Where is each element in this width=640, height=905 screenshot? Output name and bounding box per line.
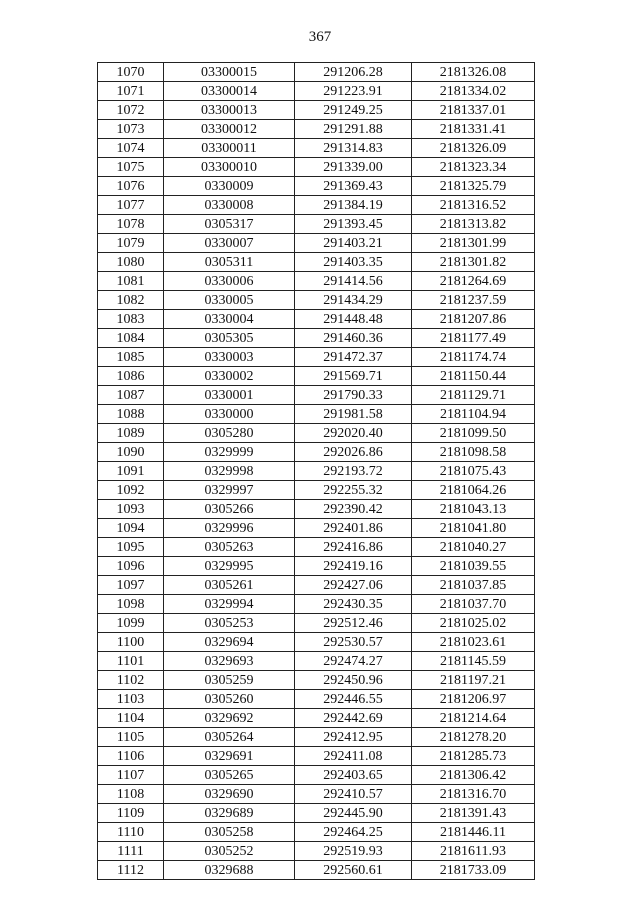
row-number-cell: 1109 <box>98 804 164 823</box>
point-id-cell: 0329691 <box>164 747 295 766</box>
row-number-cell: 1103 <box>98 690 164 709</box>
point-id-cell: 03300015 <box>164 63 295 82</box>
table-row <box>98 196 535 215</box>
x-coordinate-cell: 291448.48 <box>295 310 412 329</box>
x-coordinate-cell: 291981.58 <box>295 405 412 424</box>
y-coordinate-cell: 2181214.64 <box>412 709 535 728</box>
table-row <box>98 329 535 348</box>
row-number-cell: 1112 <box>98 861 164 880</box>
y-coordinate-cell: 2181733.09 <box>412 861 535 880</box>
x-coordinate-cell: 292419.16 <box>295 557 412 576</box>
y-coordinate-cell: 2181039.55 <box>412 557 535 576</box>
row-number-cell: 1111 <box>98 842 164 861</box>
point-id-cell: 0329998 <box>164 462 295 481</box>
y-coordinate-cell: 2181174.74 <box>412 348 535 367</box>
point-id-cell: 03300011 <box>164 139 295 158</box>
x-coordinate-cell: 292445.90 <box>295 804 412 823</box>
x-coordinate-cell: 292193.72 <box>295 462 412 481</box>
y-coordinate-cell: 2181150.44 <box>412 367 535 386</box>
point-id-cell: 0305260 <box>164 690 295 709</box>
table-row <box>98 633 535 652</box>
table-row <box>98 861 535 880</box>
point-id-cell: 0305252 <box>164 842 295 861</box>
row-number-cell: 1076 <box>98 177 164 196</box>
y-coordinate-cell: 2181611.93 <box>412 842 535 861</box>
point-id-cell: 0305263 <box>164 538 295 557</box>
y-coordinate-cell: 2181040.27 <box>412 538 535 557</box>
point-id-cell: 0305258 <box>164 823 295 842</box>
x-coordinate-cell: 292401.86 <box>295 519 412 538</box>
x-coordinate-cell: 292474.27 <box>295 652 412 671</box>
x-coordinate-cell: 291414.56 <box>295 272 412 291</box>
point-id-cell: 0330003 <box>164 348 295 367</box>
row-number-cell: 1101 <box>98 652 164 671</box>
y-coordinate-cell: 2181313.82 <box>412 215 535 234</box>
row-number-cell: 1081 <box>98 272 164 291</box>
point-id-cell: 0305311 <box>164 253 295 272</box>
row-number-cell: 1073 <box>98 120 164 139</box>
point-id-cell: 0330007 <box>164 234 295 253</box>
y-coordinate-cell: 2181337.01 <box>412 101 535 120</box>
table-row <box>98 652 535 671</box>
y-coordinate-cell: 2181197.21 <box>412 671 535 690</box>
row-number-cell: 1105 <box>98 728 164 747</box>
x-coordinate-cell: 292446.55 <box>295 690 412 709</box>
row-number-cell: 1098 <box>98 595 164 614</box>
point-id-cell: 0305265 <box>164 766 295 785</box>
y-coordinate-cell: 2181037.70 <box>412 595 535 614</box>
row-number-cell: 1092 <box>98 481 164 500</box>
point-id-cell: 0330009 <box>164 177 295 196</box>
table-row <box>98 310 535 329</box>
x-coordinate-cell: 292390.42 <box>295 500 412 519</box>
row-number-cell: 1083 <box>98 310 164 329</box>
y-coordinate-cell: 2181326.08 <box>412 63 535 82</box>
table-row <box>98 272 535 291</box>
coordinates-table <box>97 62 535 880</box>
row-number-cell: 1084 <box>98 329 164 348</box>
x-coordinate-cell: 291434.29 <box>295 291 412 310</box>
row-number-cell: 1074 <box>98 139 164 158</box>
y-coordinate-cell: 2181207.86 <box>412 310 535 329</box>
point-id-cell: 03300012 <box>164 120 295 139</box>
point-id-cell: 0330000 <box>164 405 295 424</box>
table-row <box>98 234 535 253</box>
y-coordinate-cell: 2181306.42 <box>412 766 535 785</box>
y-coordinate-cell: 2181237.59 <box>412 291 535 310</box>
row-number-cell: 1078 <box>98 215 164 234</box>
table-row <box>98 557 535 576</box>
y-coordinate-cell: 2181316.52 <box>412 196 535 215</box>
table-row <box>98 804 535 823</box>
y-coordinate-cell: 2181206.97 <box>412 690 535 709</box>
x-coordinate-cell: 291403.35 <box>295 253 412 272</box>
coordinates-table-body <box>98 63 535 880</box>
y-coordinate-cell: 2181025.02 <box>412 614 535 633</box>
table-row <box>98 671 535 690</box>
row-number-cell: 1095 <box>98 538 164 557</box>
point-id-cell: 0305259 <box>164 671 295 690</box>
point-id-cell: 0329693 <box>164 652 295 671</box>
x-coordinate-cell: 292450.96 <box>295 671 412 690</box>
table-row <box>98 500 535 519</box>
x-coordinate-cell: 291569.71 <box>295 367 412 386</box>
table-row <box>98 481 535 500</box>
y-coordinate-cell: 2181041.80 <box>412 519 535 538</box>
table-row <box>98 63 535 82</box>
row-number-cell: 1072 <box>98 101 164 120</box>
x-coordinate-cell: 292255.32 <box>295 481 412 500</box>
x-coordinate-cell: 291384.19 <box>295 196 412 215</box>
x-coordinate-cell: 291339.00 <box>295 158 412 177</box>
table-row <box>98 348 535 367</box>
row-number-cell: 1070 <box>98 63 164 82</box>
row-number-cell: 1107 <box>98 766 164 785</box>
table-row <box>98 538 535 557</box>
point-id-cell: 0329689 <box>164 804 295 823</box>
row-number-cell: 1077 <box>98 196 164 215</box>
y-coordinate-cell: 2181037.85 <box>412 576 535 595</box>
y-coordinate-cell: 2181391.43 <box>412 804 535 823</box>
x-coordinate-cell: 292442.69 <box>295 709 412 728</box>
table-row <box>98 177 535 196</box>
row-number-cell: 1110 <box>98 823 164 842</box>
table-row <box>98 519 535 538</box>
row-number-cell: 1087 <box>98 386 164 405</box>
row-number-cell: 1089 <box>98 424 164 443</box>
table-row <box>98 367 535 386</box>
table-row <box>98 291 535 310</box>
x-coordinate-cell: 292411.08 <box>295 747 412 766</box>
row-number-cell: 1096 <box>98 557 164 576</box>
x-coordinate-cell: 292464.25 <box>295 823 412 842</box>
y-coordinate-cell: 2181129.71 <box>412 386 535 405</box>
x-coordinate-cell: 291790.33 <box>295 386 412 405</box>
y-coordinate-cell: 2181301.99 <box>412 234 535 253</box>
table-row <box>98 842 535 861</box>
point-id-cell: 0330008 <box>164 196 295 215</box>
row-number-cell: 1104 <box>98 709 164 728</box>
row-number-cell: 1094 <box>98 519 164 538</box>
table-row <box>98 747 535 766</box>
x-coordinate-cell: 291369.43 <box>295 177 412 196</box>
y-coordinate-cell: 2181043.13 <box>412 500 535 519</box>
point-id-cell: 0329996 <box>164 519 295 538</box>
point-id-cell: 0305280 <box>164 424 295 443</box>
point-id-cell: 03300010 <box>164 158 295 177</box>
row-number-cell: 1071 <box>98 82 164 101</box>
table-row <box>98 785 535 804</box>
row-number-cell: 1097 <box>98 576 164 595</box>
y-coordinate-cell: 2181446.11 <box>412 823 535 842</box>
y-coordinate-cell: 2181177.49 <box>412 329 535 348</box>
point-id-cell: 0329688 <box>164 861 295 880</box>
table-row <box>98 766 535 785</box>
x-coordinate-cell: 291249.25 <box>295 101 412 120</box>
x-coordinate-cell: 292427.06 <box>295 576 412 595</box>
y-coordinate-cell: 2181331.41 <box>412 120 535 139</box>
point-id-cell: 0330002 <box>164 367 295 386</box>
point-id-cell: 03300013 <box>164 101 295 120</box>
table-row <box>98 462 535 481</box>
table-row <box>98 139 535 158</box>
x-coordinate-cell: 292412.95 <box>295 728 412 747</box>
table-row <box>98 823 535 842</box>
point-id-cell: 0329997 <box>164 481 295 500</box>
x-coordinate-cell: 291314.83 <box>295 139 412 158</box>
table-row <box>98 101 535 120</box>
x-coordinate-cell: 292403.65 <box>295 766 412 785</box>
y-coordinate-cell: 2181023.61 <box>412 633 535 652</box>
row-number-cell: 1088 <box>98 405 164 424</box>
y-coordinate-cell: 2181301.82 <box>412 253 535 272</box>
row-number-cell: 1075 <box>98 158 164 177</box>
point-id-cell: 03300014 <box>164 82 295 101</box>
point-id-cell: 0329999 <box>164 443 295 462</box>
table-row <box>98 386 535 405</box>
x-coordinate-cell: 292430.35 <box>295 595 412 614</box>
y-coordinate-cell: 2181278.20 <box>412 728 535 747</box>
table-row <box>98 215 535 234</box>
y-coordinate-cell: 2181323.34 <box>412 158 535 177</box>
row-number-cell: 1082 <box>98 291 164 310</box>
point-id-cell: 0330001 <box>164 386 295 405</box>
point-id-cell: 0305253 <box>164 614 295 633</box>
table-row <box>98 158 535 177</box>
point-id-cell: 0305317 <box>164 215 295 234</box>
x-coordinate-cell: 292512.46 <box>295 614 412 633</box>
table-row <box>98 424 535 443</box>
table-row <box>98 614 535 633</box>
row-number-cell: 1108 <box>98 785 164 804</box>
y-coordinate-cell: 2181098.58 <box>412 443 535 462</box>
point-id-cell: 0330004 <box>164 310 295 329</box>
y-coordinate-cell: 2181075.43 <box>412 462 535 481</box>
x-coordinate-cell: 291460.36 <box>295 329 412 348</box>
x-coordinate-cell: 291403.21 <box>295 234 412 253</box>
table-row <box>98 253 535 272</box>
y-coordinate-cell: 2181145.59 <box>412 652 535 671</box>
y-coordinate-cell: 2181104.94 <box>412 405 535 424</box>
x-coordinate-cell: 292530.57 <box>295 633 412 652</box>
row-number-cell: 1080 <box>98 253 164 272</box>
row-number-cell: 1085 <box>98 348 164 367</box>
table-row <box>98 728 535 747</box>
table-row <box>98 576 535 595</box>
row-number-cell: 1079 <box>98 234 164 253</box>
row-number-cell: 1091 <box>98 462 164 481</box>
point-id-cell: 0305305 <box>164 329 295 348</box>
x-coordinate-cell: 291206.28 <box>295 63 412 82</box>
point-id-cell: 0305266 <box>164 500 295 519</box>
row-number-cell: 1090 <box>98 443 164 462</box>
x-coordinate-cell: 292416.86 <box>295 538 412 557</box>
row-number-cell: 1093 <box>98 500 164 519</box>
y-coordinate-cell: 2181064.26 <box>412 481 535 500</box>
row-number-cell: 1099 <box>98 614 164 633</box>
y-coordinate-cell: 2181285.73 <box>412 747 535 766</box>
point-id-cell: 0305261 <box>164 576 295 595</box>
y-coordinate-cell: 2181316.70 <box>412 785 535 804</box>
page-number: 367 <box>308 29 332 45</box>
table-row <box>98 120 535 139</box>
table-row <box>98 709 535 728</box>
point-id-cell: 0329994 <box>164 595 295 614</box>
x-coordinate-cell: 291472.37 <box>295 348 412 367</box>
table-row <box>98 595 535 614</box>
y-coordinate-cell: 2181099.50 <box>412 424 535 443</box>
x-coordinate-cell: 291393.45 <box>295 215 412 234</box>
y-coordinate-cell: 2181326.09 <box>412 139 535 158</box>
x-coordinate-cell: 292026.86 <box>295 443 412 462</box>
row-number-cell: 1100 <box>98 633 164 652</box>
x-coordinate-cell: 292519.93 <box>295 842 412 861</box>
point-id-cell: 0329995 <box>164 557 295 576</box>
row-number-cell: 1086 <box>98 367 164 386</box>
table-row <box>98 405 535 424</box>
x-coordinate-cell: 292560.61 <box>295 861 412 880</box>
table-row <box>98 443 535 462</box>
point-id-cell: 0329690 <box>164 785 295 804</box>
y-coordinate-cell: 2181334.02 <box>412 82 535 101</box>
point-id-cell: 0329692 <box>164 709 295 728</box>
table-row <box>98 82 535 101</box>
table-row <box>98 690 535 709</box>
point-id-cell: 0305264 <box>164 728 295 747</box>
x-coordinate-cell: 292020.40 <box>295 424 412 443</box>
x-coordinate-cell: 291291.88 <box>295 120 412 139</box>
point-id-cell: 0330005 <box>164 291 295 310</box>
row-number-cell: 1106 <box>98 747 164 766</box>
point-id-cell: 0329694 <box>164 633 295 652</box>
x-coordinate-cell: 291223.91 <box>295 82 412 101</box>
point-id-cell: 0330006 <box>164 272 295 291</box>
row-number-cell: 1102 <box>98 671 164 690</box>
y-coordinate-cell: 2181264.69 <box>412 272 535 291</box>
x-coordinate-cell: 292410.57 <box>295 785 412 804</box>
y-coordinate-cell: 2181325.79 <box>412 177 535 196</box>
